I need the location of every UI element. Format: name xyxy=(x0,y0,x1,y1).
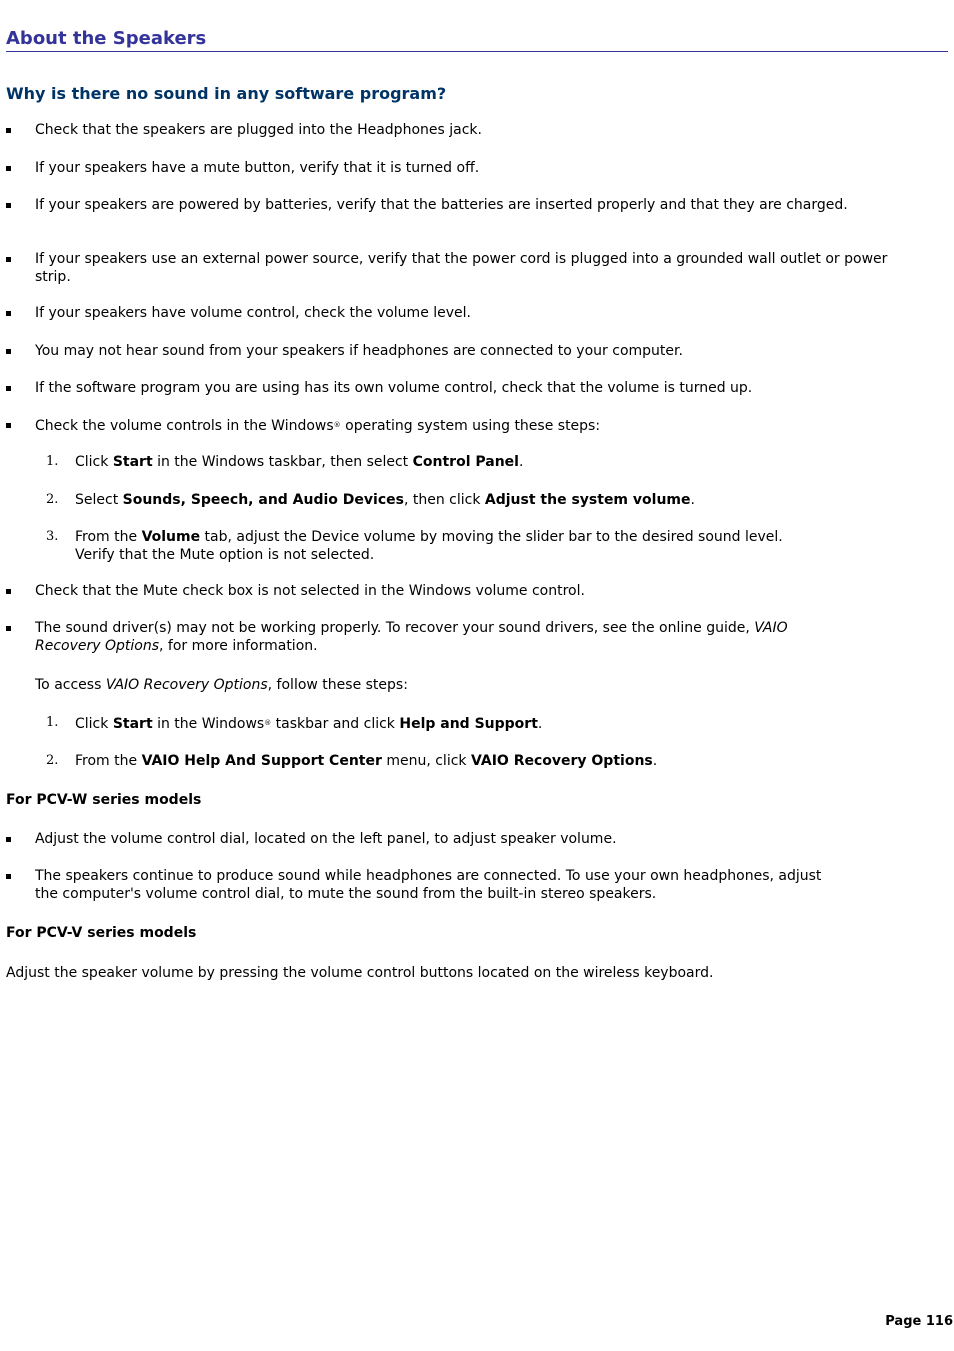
access-instructions: To access VAIO Recovery Options, follow these steps: xyxy=(35,677,408,693)
section-question: Why is there no sound in any software program? xyxy=(6,84,447,103)
page-number: Page 116 xyxy=(885,1314,953,1329)
pcv-v-paragraph: Adjust the speaker volume by pressing the volume control buttons located on the wireless keyboard. xyxy=(6,965,714,981)
page-title: About the Speakers xyxy=(6,28,948,52)
subheading-pcv-w: For PCV-W series models xyxy=(6,792,202,808)
subheading-pcv-v: For PCV-V series models xyxy=(6,925,197,941)
